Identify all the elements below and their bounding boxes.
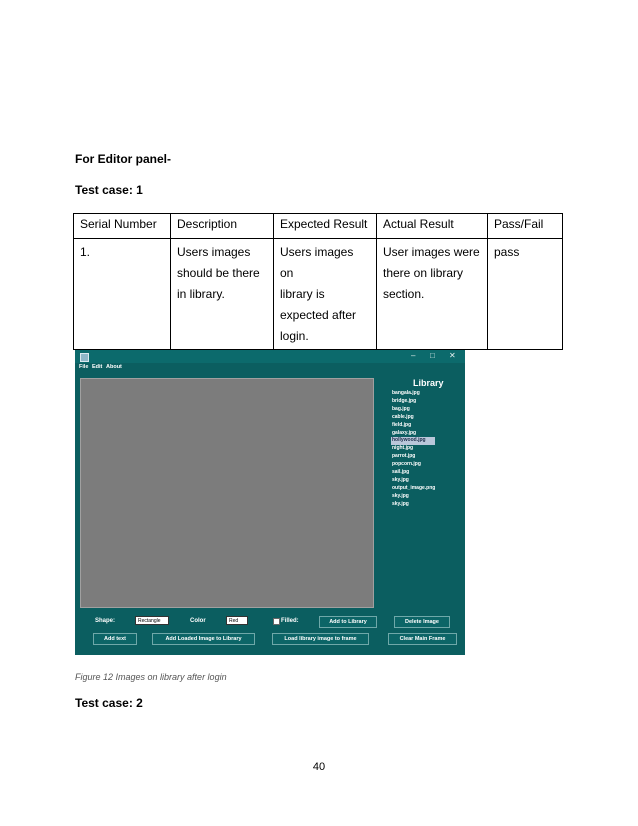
library-list-item[interactable]: bangala.jpg [392,390,420,396]
library-list-item[interactable]: output_image.png [392,484,436,491]
library-list-item[interactable]: night.jpg [392,445,414,452]
library-list-item[interactable]: sail.jpg [392,469,410,476]
library-list-item[interactable]: cable.jpg [392,413,414,420]
add-loaded-image-button[interactable]: Add Loaded Image to Library [152,633,255,645]
cell-expected [274,239,377,350]
window-titlebar [75,350,465,363]
load-library-image-button[interactable]: Load library image to frame [272,633,369,645]
library-list-item[interactable]: field.jpg [392,421,412,428]
app-icon [80,353,89,362]
menu-file[interactable]: File [79,364,89,370]
library-list-item[interactable]: sky.jpg [392,500,409,507]
library-list-item[interactable]: bag.jpg [392,405,410,412]
shape-label: Shape: [95,618,116,624]
filled-checkbox[interactable] [273,618,280,625]
close-icon[interactable]: ✕ [449,351,456,360]
cell-serial: 1. [74,239,171,350]
cell-line: should be there [177,266,260,280]
cell-line: in library. [177,287,225,301]
cell-line: library is [280,287,325,301]
color-label: Color [190,618,206,624]
col-header-serial: Serial Number [74,214,171,239]
cell-line: Users images on [280,245,354,280]
color-select[interactable]: Red [226,616,248,625]
library-list-item[interactable]: hollywood.jpg [391,437,435,445]
main-frame-canvas[interactable] [80,378,374,608]
figure-caption: Figure 12 Images on library after login [75,672,227,682]
add-to-library-button[interactable]: Add to Library [319,616,377,628]
col-header-description: Description [171,214,274,239]
maximize-icon[interactable]: □ [430,351,435,360]
menu-about[interactable]: About [106,364,122,370]
app-screenshot [75,350,465,655]
library-list-item[interactable]: galaxy.jpg [392,429,417,436]
cell-line: User images were [383,245,480,259]
cell-description [171,239,274,350]
cell-status: pass [488,239,563,350]
cell-line: expected after [280,308,357,322]
delete-image-button[interactable]: Delete Image [394,616,450,628]
menu-bar [75,363,465,373]
cell-line: login. [280,329,309,343]
table-row [74,239,563,350]
library-list-item[interactable]: sky.jpg [392,492,409,499]
col-header-expected: Expected Result [274,214,377,239]
library-list[interactable] [391,390,436,509]
cell-line: there on library [383,266,464,280]
add-text-button[interactable]: Add text [93,633,137,645]
clear-main-frame-button[interactable]: Clear Main Frame [388,633,457,645]
page-number: 40 [312,761,326,773]
cell-actual [377,239,488,350]
library-list-item[interactable]: sky.jpg [392,476,409,483]
test-case-table [73,213,563,350]
minimize-icon[interactable]: – [411,351,416,360]
col-header-actual: Actual Result [377,214,488,239]
test-case-2-heading: Test case: 2 [75,696,143,710]
menu-edit[interactable]: Edit [92,364,103,370]
shape-select[interactable]: Rectangle [135,616,169,625]
library-title: Library [413,378,444,388]
library-list-item[interactable]: popcorn.jpg [392,461,421,468]
table-header-row [74,214,563,239]
cell-line: Users images [177,245,251,259]
library-list-item[interactable]: parrot.jpg [392,453,416,460]
filled-label: Filled: [281,618,299,624]
library-list-item[interactable]: bridge.jpg [392,397,417,404]
section-heading-editor-panel: For Editor panel- [75,152,171,166]
test-case-1-heading: Test case: 1 [75,183,143,197]
cell-line: section. [383,287,425,301]
col-header-pass-fail: Pass/Fail [488,214,563,239]
